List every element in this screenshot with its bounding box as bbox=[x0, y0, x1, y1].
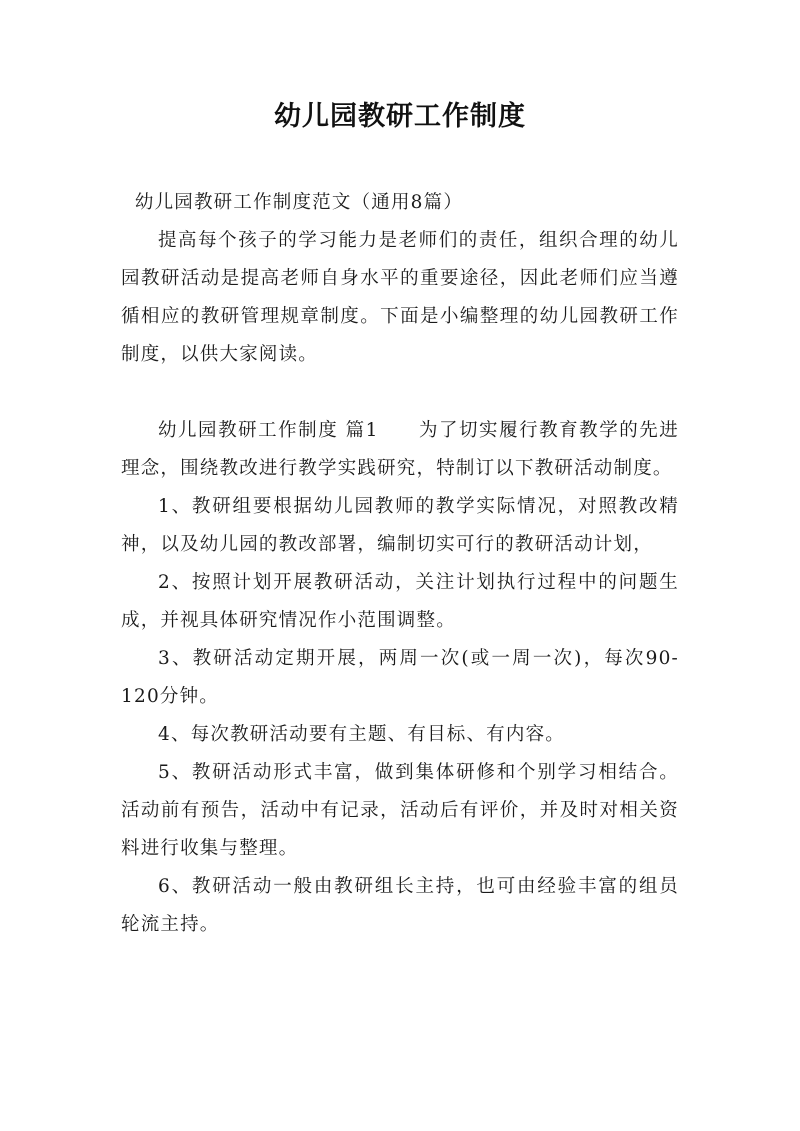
list-item: 5、教研活动形式丰富，做到集体研修和个别学习相结合。活动前有预告，活动中有记录，活动后有评价，并及时对相关资料进行收集与整理。 bbox=[121, 762, 679, 859]
paragraph-spacer bbox=[121, 374, 679, 412]
list-item: 6、教研活动一般由教研组长主持，也可由经验丰富的组员轮流主持。 bbox=[121, 876, 679, 935]
list-item: 1、教研组要根据幼儿园教师的教学实际情况，对照教改精神，以及幼儿园的教改部署，编制切实可行的教研活动计划， bbox=[121, 496, 679, 555]
document-body bbox=[121, 184, 679, 944]
document-title: 幼儿园教研工作制度 bbox=[274, 101, 526, 132]
section-intro: 为了切实履行教育教学的先进理念，围绕教改进行教学实践研究，特制订以下教研活动制度。 bbox=[121, 420, 679, 479]
intro-paragraph: 提高每个孩子的学习能力是老师们的责任，组织合理的幼儿园教研活动是提高老师自身水平的重要途径，因此老师们应当遵循相应的教研管理规章制度。下面是小编整理的幼儿园教研工作制度，以供大家阅读。 bbox=[121, 230, 679, 365]
list-item: 3、教研活动定期开展，两周一次(或一周一次)，每次90-120分钟。 bbox=[121, 648, 679, 707]
section-paragraph bbox=[121, 412, 679, 488]
list-item: 4、每次教研活动要有主题、有目标、有内容。 bbox=[158, 724, 565, 745]
list-item: 2、按照计划开展教研活动，关注计划执行过程中的问题生成，并视具体研究情况作小范围调整。 bbox=[121, 572, 679, 631]
document-subtitle: 幼儿园教研工作制度范文（通用8篇） bbox=[134, 192, 464, 213]
section-heading: 幼儿园教研工作制度 篇1 bbox=[158, 420, 379, 441]
